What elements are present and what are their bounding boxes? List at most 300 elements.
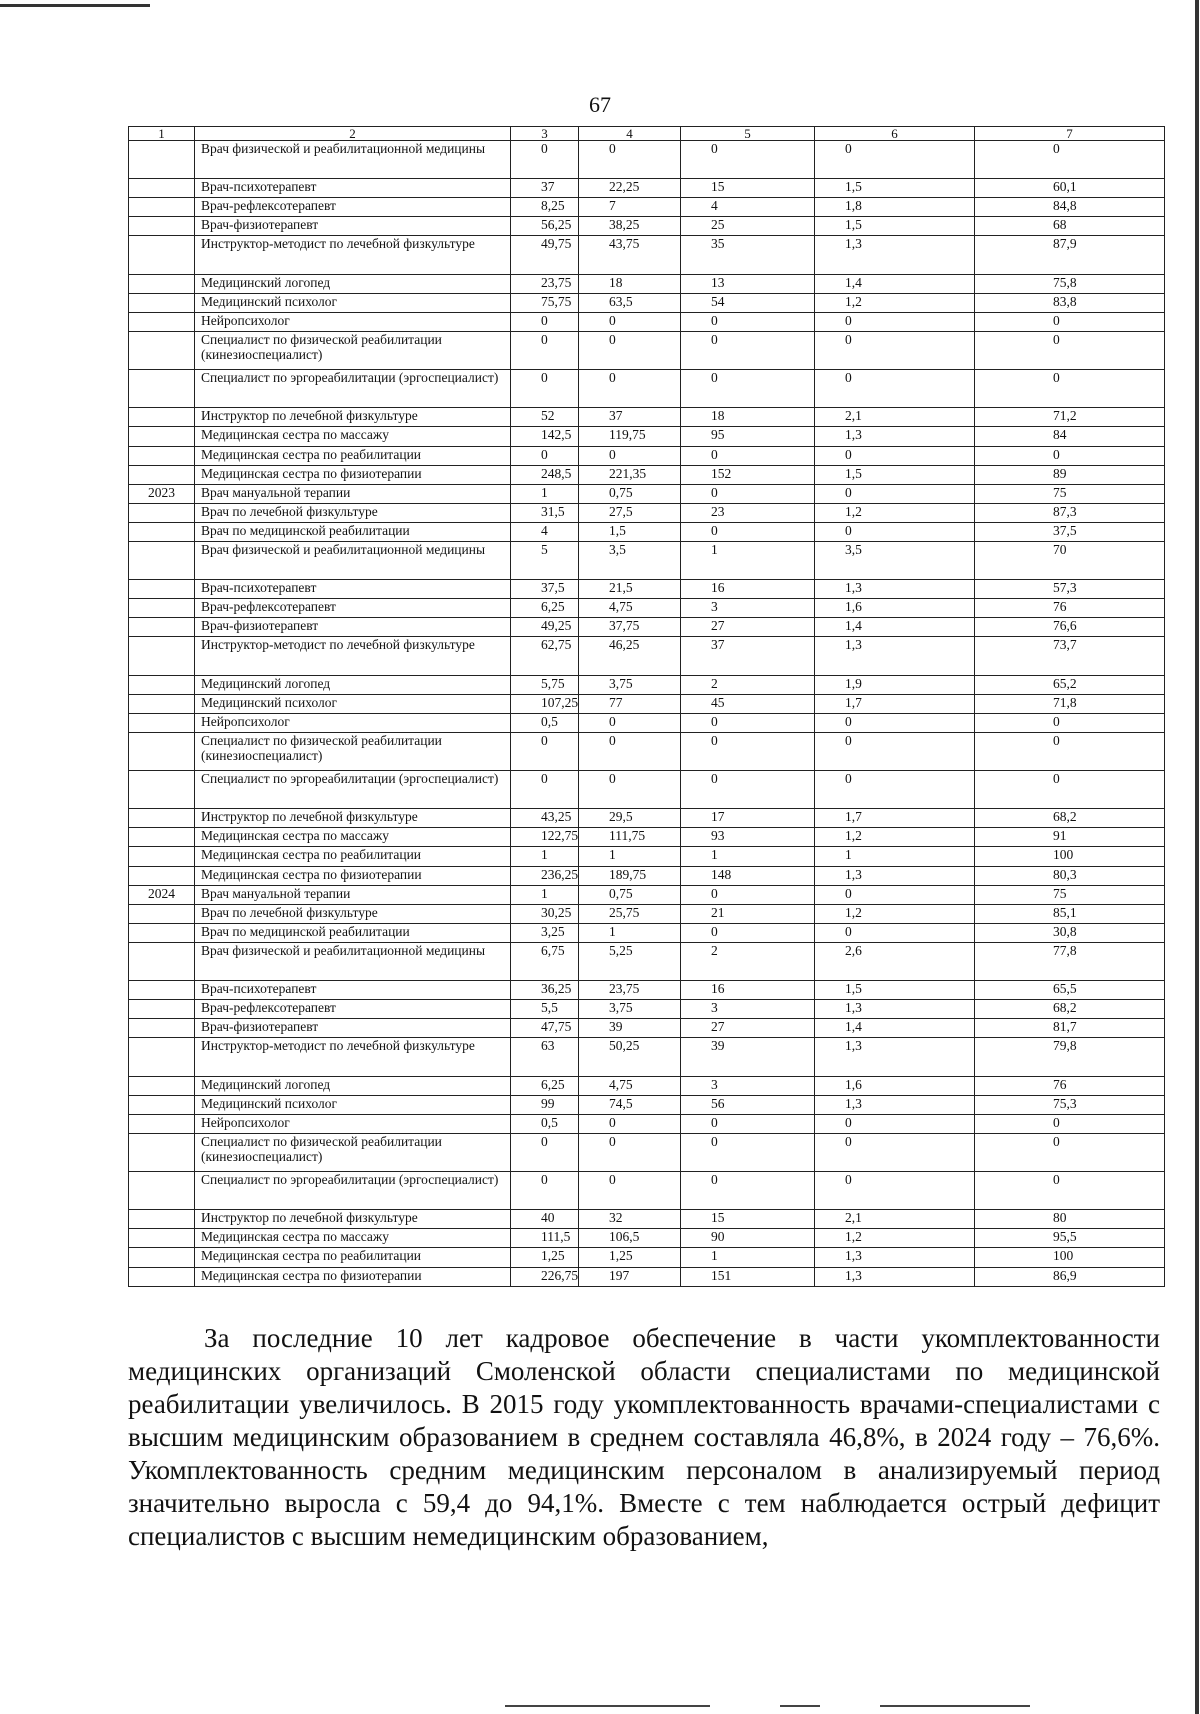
value-cell-col5: 45: [681, 694, 815, 713]
year-cell: [129, 141, 195, 179]
value-cell-col4: 1,5: [579, 522, 681, 541]
specialty-cell: Медицинская сестра по реабилитации: [195, 847, 511, 866]
specialty-cell: Врач-рефлексотерапевт: [195, 198, 511, 217]
column-header: 3: [511, 127, 579, 141]
table-row: [129, 217, 1165, 236]
year-cell: [129, 942, 195, 980]
specialty-cell: Инструктор-методист по лечебной физкультуре: [195, 637, 511, 675]
value-cell-col7: 30,8: [975, 923, 1165, 942]
year-cell: [129, 847, 195, 866]
value-cell-col7: 37,5: [975, 522, 1165, 541]
value-cell-col5: 95: [681, 427, 815, 446]
value-cell-col6: 1,3: [815, 1000, 975, 1019]
value-cell-col7: 87,9: [975, 236, 1165, 274]
table-row: [129, 828, 1165, 847]
specialty-cell: Врач физической и реабилитационной медицины: [195, 141, 511, 179]
column-header: 5: [681, 127, 815, 141]
specialty-cell: Медицинская сестра по массажу: [195, 427, 511, 446]
value-cell-col7: 87,3: [975, 503, 1165, 522]
value-cell-col6: 1,4: [815, 618, 975, 637]
specialty-cell: Врач-физиотерапевт: [195, 618, 511, 637]
value-cell-col5: 2: [681, 675, 815, 694]
specialty-cell: Врач-психотерапевт: [195, 580, 511, 599]
value-cell-col4: 0: [579, 446, 681, 465]
value-cell-col7: 89: [975, 465, 1165, 484]
year-cell: [129, 618, 195, 637]
year-cell: [129, 637, 195, 675]
value-cell-col4: 25,75: [579, 904, 681, 923]
value-cell-col4: 3,75: [579, 675, 681, 694]
value-cell-col3: 52: [511, 408, 579, 427]
year-cell: [129, 217, 195, 236]
year-cell: [129, 1038, 195, 1076]
value-cell-col3: 1,25: [511, 1248, 579, 1267]
year-cell: [129, 236, 195, 274]
value-cell-col7: 81,7: [975, 1019, 1165, 1038]
value-cell-col5: 39: [681, 1038, 815, 1076]
value-cell-col3: 37: [511, 179, 579, 198]
value-cell-col5: 0: [681, 1133, 815, 1171]
table-row: [129, 141, 1165, 179]
value-cell-col3: 62,75: [511, 637, 579, 675]
table-row: [129, 1133, 1165, 1171]
value-cell-col6: 0: [815, 713, 975, 732]
value-cell-col4: 0: [579, 312, 681, 331]
table-row: [129, 427, 1165, 446]
value-cell-col3: 0: [511, 331, 579, 369]
year-cell: [129, 541, 195, 579]
table-row: [129, 446, 1165, 465]
value-cell-col7: 71,2: [975, 408, 1165, 427]
value-cell-col4: 39: [579, 1019, 681, 1038]
value-cell-col7: 77,8: [975, 942, 1165, 980]
value-cell-col6: 1,5: [815, 465, 975, 484]
value-cell-col5: 27: [681, 1019, 815, 1038]
table-row: [129, 580, 1165, 599]
table-row: [129, 1038, 1165, 1076]
value-cell-col4: 46,25: [579, 637, 681, 675]
value-cell-col4: 119,75: [579, 427, 681, 446]
value-cell-col7: 84: [975, 427, 1165, 446]
table-row: [129, 923, 1165, 942]
value-cell-col3: 75,75: [511, 293, 579, 312]
value-cell-col6: 1,3: [815, 1038, 975, 1076]
staffing-table: [128, 126, 1165, 1287]
table-row: [129, 1267, 1165, 1286]
year-cell: [129, 694, 195, 713]
year-cell: 2023: [129, 484, 195, 503]
value-cell-col3: 8,25: [511, 198, 579, 217]
specialty-cell: Инструктор-методист по лечебной физкультуре: [195, 236, 511, 274]
specialty-cell: Медицинский психолог: [195, 694, 511, 713]
specialty-cell: Врач физической и реабилитационной медицины: [195, 541, 511, 579]
value-cell-col3: 1: [511, 847, 579, 866]
value-cell-col4: 0: [579, 331, 681, 369]
value-cell-col7: 68,2: [975, 809, 1165, 828]
value-cell-col6: 0: [815, 446, 975, 465]
value-cell-col5: 17: [681, 809, 815, 828]
value-cell-col4: 21,5: [579, 580, 681, 599]
value-cell-col6: 2,6: [815, 942, 975, 980]
value-cell-col3: 37,5: [511, 580, 579, 599]
value-cell-col7: 79,8: [975, 1038, 1165, 1076]
value-cell-col4: 0: [579, 771, 681, 809]
table-row: [129, 312, 1165, 331]
table-row: [129, 1095, 1165, 1114]
specialty-cell: Медицинский логопед: [195, 274, 511, 293]
year-cell: 2024: [129, 885, 195, 904]
value-cell-col6: 3,5: [815, 541, 975, 579]
year-cell: [129, 1133, 195, 1171]
specialty-cell: Врач по медицинской реабилитации: [195, 522, 511, 541]
value-cell-col4: 50,25: [579, 1038, 681, 1076]
value-cell-col4: 74,5: [579, 1095, 681, 1114]
value-cell-col5: 3: [681, 1000, 815, 1019]
table-row: [129, 179, 1165, 198]
table-row: [129, 293, 1165, 312]
value-cell-col3: 6,25: [511, 599, 579, 618]
specialty-cell: Врач-физиотерапевт: [195, 217, 511, 236]
value-cell-col6: 1,3: [815, 1095, 975, 1114]
column-header: 7: [975, 127, 1165, 141]
specialty-cell: Инструктор по лечебной физкультуре: [195, 408, 511, 427]
value-cell-col3: 63: [511, 1038, 579, 1076]
column-header: 1: [129, 127, 195, 141]
value-cell-col5: 37: [681, 637, 815, 675]
value-cell-col4: 0: [579, 713, 681, 732]
value-cell-col3: 0: [511, 446, 579, 465]
value-cell-col5: 56: [681, 1095, 815, 1114]
value-cell-col4: 23,75: [579, 981, 681, 1000]
value-cell-col4: 63,5: [579, 293, 681, 312]
value-cell-col5: 93: [681, 828, 815, 847]
value-cell-col5: 13: [681, 274, 815, 293]
value-cell-col6: 0: [815, 484, 975, 503]
table-row: [129, 599, 1165, 618]
table-row: [129, 904, 1165, 923]
value-cell-col6: 0: [815, 885, 975, 904]
value-cell-col6: 1,3: [815, 1267, 975, 1286]
value-cell-col7: 75,3: [975, 1095, 1165, 1114]
value-cell-col5: 4: [681, 198, 815, 217]
value-cell-col5: 0: [681, 771, 815, 809]
specialty-cell: Специалист по физической реабилитации (кинезиоспециалист): [195, 732, 511, 770]
value-cell-col6: 0: [815, 141, 975, 179]
specialty-cell: Медицинский логопед: [195, 675, 511, 694]
value-cell-col3: 0: [511, 1172, 579, 1210]
value-cell-col3: 36,25: [511, 981, 579, 1000]
value-cell-col3: 5: [511, 541, 579, 579]
value-cell-col4: 189,75: [579, 866, 681, 885]
value-cell-col4: 27,5: [579, 503, 681, 522]
table-row: [129, 1172, 1165, 1210]
value-cell-col6: 1,4: [815, 1019, 975, 1038]
value-cell-col4: 3,5: [579, 541, 681, 579]
value-cell-col7: 0: [975, 713, 1165, 732]
value-cell-col5: 0: [681, 370, 815, 408]
body-paragraph: За последние 10 лет кадровое обеспечение в части укомплектованности медицинских организаций Смоленской области специалистами по медицинской реабилитации увеличилось. В 2015 году укомплектованность врачами-специалистами с высшим медицинским образованием в среднем составляла 46,8%, в 2024 году – 76,6%. Укомплектованность средним медицинским персоналом в анализируемый период значительно выросла с 59,4 до 94,1%. Вместе с тем наблюдается острый дефицит специалистов с высшим немедицинским образованием,: [128, 1323, 1160, 1551]
value-cell-col7: 73,7: [975, 637, 1165, 675]
value-cell-col6: 0: [815, 923, 975, 942]
table-row: [129, 484, 1165, 503]
specialty-cell: Врач мануальной терапии: [195, 885, 511, 904]
value-cell-col7: 80,3: [975, 866, 1165, 885]
year-cell: [129, 1114, 195, 1133]
table-row: [129, 1019, 1165, 1038]
year-cell: [129, 732, 195, 770]
table-row: [129, 1114, 1165, 1133]
column-header: 2: [195, 127, 511, 141]
value-cell-col5: 0: [681, 732, 815, 770]
specialty-cell: Медицинский психолог: [195, 293, 511, 312]
value-cell-col5: 0: [681, 1114, 815, 1133]
value-cell-col5: 148: [681, 866, 815, 885]
value-cell-col4: 4,75: [579, 1076, 681, 1095]
table-row: [129, 847, 1165, 866]
specialty-cell: Медицинский психолог: [195, 1095, 511, 1114]
value-cell-col7: 0: [975, 312, 1165, 331]
value-cell-col3: 0: [511, 732, 579, 770]
year-cell: [129, 809, 195, 828]
value-cell-col7: 76,6: [975, 618, 1165, 637]
value-cell-col3: 107,25: [511, 694, 579, 713]
value-cell-col6: 1,6: [815, 1076, 975, 1095]
year-cell: [129, 1267, 195, 1286]
specialty-cell: Специалист по эргореабилитации (эргоспециалист): [195, 771, 511, 809]
value-cell-col6: 1,3: [815, 1248, 975, 1267]
value-cell-col5: 3: [681, 1076, 815, 1095]
value-cell-col6: 0: [815, 1133, 975, 1171]
value-cell-col7: 65,5: [975, 981, 1165, 1000]
specialty-cell: Врач-физиотерапевт: [195, 1019, 511, 1038]
value-cell-col5: 18: [681, 408, 815, 427]
value-cell-col5: 16: [681, 580, 815, 599]
table-row: [129, 331, 1165, 369]
value-cell-col3: 31,5: [511, 503, 579, 522]
year-cell: [129, 923, 195, 942]
year-cell: [129, 866, 195, 885]
table-row: [129, 274, 1165, 293]
value-cell-col4: 0: [579, 732, 681, 770]
value-cell-col6: 1,2: [815, 904, 975, 923]
table-row: [129, 866, 1165, 885]
specialty-cell: Нейропсихолог: [195, 312, 511, 331]
value-cell-col7: 65,2: [975, 675, 1165, 694]
value-cell-col5: 0: [681, 713, 815, 732]
value-cell-col5: 151: [681, 1267, 815, 1286]
value-cell-col5: 0: [681, 522, 815, 541]
year-cell: [129, 331, 195, 369]
year-cell: [129, 981, 195, 1000]
value-cell-col6: 1,5: [815, 981, 975, 1000]
value-cell-col4: 1: [579, 847, 681, 866]
value-cell-col6: 0: [815, 370, 975, 408]
specialty-cell: Врач по медицинской реабилитации: [195, 923, 511, 942]
specialty-cell: Медицинская сестра по реабилитации: [195, 446, 511, 465]
value-cell-col4: 37: [579, 408, 681, 427]
value-cell-col6: 0: [815, 312, 975, 331]
year-cell: [129, 446, 195, 465]
value-cell-col3: 40: [511, 1210, 579, 1229]
year-cell: [129, 198, 195, 217]
value-cell-col7: 76: [975, 599, 1165, 618]
value-cell-col3: 248,5: [511, 465, 579, 484]
year-cell: [129, 1229, 195, 1248]
value-cell-col7: 68: [975, 217, 1165, 236]
value-cell-col7: 0: [975, 1133, 1165, 1171]
table-row: [129, 503, 1165, 522]
value-cell-col5: 1: [681, 1248, 815, 1267]
specialty-cell: Врач-рефлексотерапевт: [195, 1000, 511, 1019]
value-cell-col3: 0: [511, 1133, 579, 1171]
value-cell-col5: 1: [681, 541, 815, 579]
table-row: [129, 809, 1165, 828]
table-row: [129, 885, 1165, 904]
value-cell-col3: 99: [511, 1095, 579, 1114]
year-cell: [129, 293, 195, 312]
value-cell-col6: 1,5: [815, 217, 975, 236]
value-cell-col4: 106,5: [579, 1229, 681, 1248]
specialty-cell: Врач по лечебной физкультуре: [195, 904, 511, 923]
value-cell-col3: 6,75: [511, 942, 579, 980]
value-cell-col6: 1,5: [815, 179, 975, 198]
year-cell: [129, 1210, 195, 1229]
scan-top-rule: [0, 4, 150, 7]
specialty-cell: Специалист по физической реабилитации (кинезиоспециалист): [195, 331, 511, 369]
value-cell-col4: 22,25: [579, 179, 681, 198]
specialty-cell: Медицинская сестра по массажу: [195, 1229, 511, 1248]
value-cell-col5: 3: [681, 599, 815, 618]
table-row: [129, 236, 1165, 274]
value-cell-col7: 0: [975, 370, 1165, 408]
value-cell-col3: 0,5: [511, 713, 579, 732]
value-cell-col7: 80: [975, 1210, 1165, 1229]
table-row: [129, 713, 1165, 732]
year-cell: [129, 427, 195, 446]
value-cell-col4: 77: [579, 694, 681, 713]
year-cell: [129, 408, 195, 427]
table-row: [129, 370, 1165, 408]
value-cell-col6: 1,3: [815, 427, 975, 446]
value-cell-col6: 1,9: [815, 675, 975, 694]
table-row: [129, 1000, 1165, 1019]
value-cell-col3: 43,25: [511, 809, 579, 828]
specialty-cell: Нейропсихолог: [195, 713, 511, 732]
value-cell-col6: 2,1: [815, 408, 975, 427]
value-cell-col6: 0: [815, 732, 975, 770]
table-row: [129, 522, 1165, 541]
value-cell-col7: 57,3: [975, 580, 1165, 599]
value-cell-col4: 197: [579, 1267, 681, 1286]
column-header: 6: [815, 127, 975, 141]
value-cell-col5: 54: [681, 293, 815, 312]
value-cell-col3: 23,75: [511, 274, 579, 293]
specialty-cell: Врач-психотерапевт: [195, 981, 511, 1000]
value-cell-col5: 152: [681, 465, 815, 484]
value-cell-col3: 5,5: [511, 1000, 579, 1019]
value-cell-col7: 68,2: [975, 1000, 1165, 1019]
specialty-cell: Медицинская сестра по физиотерапии: [195, 1267, 511, 1286]
value-cell-col4: 43,75: [579, 236, 681, 274]
value-cell-col3: 5,75: [511, 675, 579, 694]
value-cell-col3: 6,25: [511, 1076, 579, 1095]
value-cell-col5: 0: [681, 331, 815, 369]
value-cell-col4: 1,25: [579, 1248, 681, 1267]
value-cell-col7: 100: [975, 847, 1165, 866]
value-cell-col5: 23: [681, 503, 815, 522]
specialty-cell: Врач-рефлексотерапевт: [195, 599, 511, 618]
value-cell-col6: 1,6: [815, 599, 975, 618]
specialty-cell: Инструктор по лечебной физкультуре: [195, 809, 511, 828]
value-cell-col6: 1,2: [815, 828, 975, 847]
specialty-cell: Медицинская сестра по физиотерапии: [195, 465, 511, 484]
scan-right-edge: [1195, 0, 1199, 1714]
year-cell: [129, 580, 195, 599]
specialty-cell: Врач по лечебной физкультуре: [195, 503, 511, 522]
specialty-cell: Специалист по эргореабилитации (эргоспециалист): [195, 1172, 511, 1210]
year-cell: [129, 771, 195, 809]
table-row: [129, 618, 1165, 637]
value-cell-col3: 47,75: [511, 1019, 579, 1038]
value-cell-col5: 27: [681, 618, 815, 637]
specialty-cell: Медицинская сестра по массажу: [195, 828, 511, 847]
value-cell-col4: 7: [579, 198, 681, 217]
value-cell-col4: 221,35: [579, 465, 681, 484]
table-body: [129, 141, 1165, 1287]
value-cell-col7: 0: [975, 1172, 1165, 1210]
value-cell-col7: 71,8: [975, 694, 1165, 713]
specialty-cell: Медицинская сестра по физиотерапии: [195, 866, 511, 885]
value-cell-col3: 3,25: [511, 923, 579, 942]
value-cell-col6: 1: [815, 847, 975, 866]
year-cell: [129, 675, 195, 694]
value-cell-col7: 84,8: [975, 198, 1165, 217]
value-cell-col7: 75: [975, 484, 1165, 503]
value-cell-col4: 0: [579, 1114, 681, 1133]
value-cell-col5: 0: [681, 923, 815, 942]
specialty-cell: Специалист по эргореабилитации (эргоспециалист): [195, 370, 511, 408]
value-cell-col3: 0: [511, 370, 579, 408]
year-cell: [129, 1248, 195, 1267]
value-cell-col3: 111,5: [511, 1229, 579, 1248]
table-row: [129, 771, 1165, 809]
value-cell-col4: 0,75: [579, 484, 681, 503]
value-cell-col3: 142,5: [511, 427, 579, 446]
value-cell-col5: 15: [681, 179, 815, 198]
value-cell-col5: 2: [681, 942, 815, 980]
specialty-cell: Медицинский логопед: [195, 1076, 511, 1095]
value-cell-col6: 1,2: [815, 1229, 975, 1248]
value-cell-col3: 56,25: [511, 217, 579, 236]
value-cell-col6: 1,7: [815, 809, 975, 828]
value-cell-col3: 122,75: [511, 828, 579, 847]
value-cell-col6: 0: [815, 771, 975, 809]
table-row: [129, 732, 1165, 770]
table-row: [129, 1210, 1165, 1229]
specialty-cell: Инструктор-методист по лечебной физкультуре: [195, 1038, 511, 1076]
table-row: [129, 408, 1165, 427]
value-cell-col6: 1,2: [815, 293, 975, 312]
value-cell-col4: 1: [579, 923, 681, 942]
value-cell-col4: 38,25: [579, 217, 681, 236]
value-cell-col6: 1,3: [815, 236, 975, 274]
specialty-cell: Медицинская сестра по реабилитации: [195, 1248, 511, 1267]
value-cell-col3: 236,25: [511, 866, 579, 885]
specialty-cell: Инструктор по лечебной физкультуре: [195, 1210, 511, 1229]
year-cell: [129, 465, 195, 484]
value-cell-col7: 0: [975, 732, 1165, 770]
column-header: 4: [579, 127, 681, 141]
